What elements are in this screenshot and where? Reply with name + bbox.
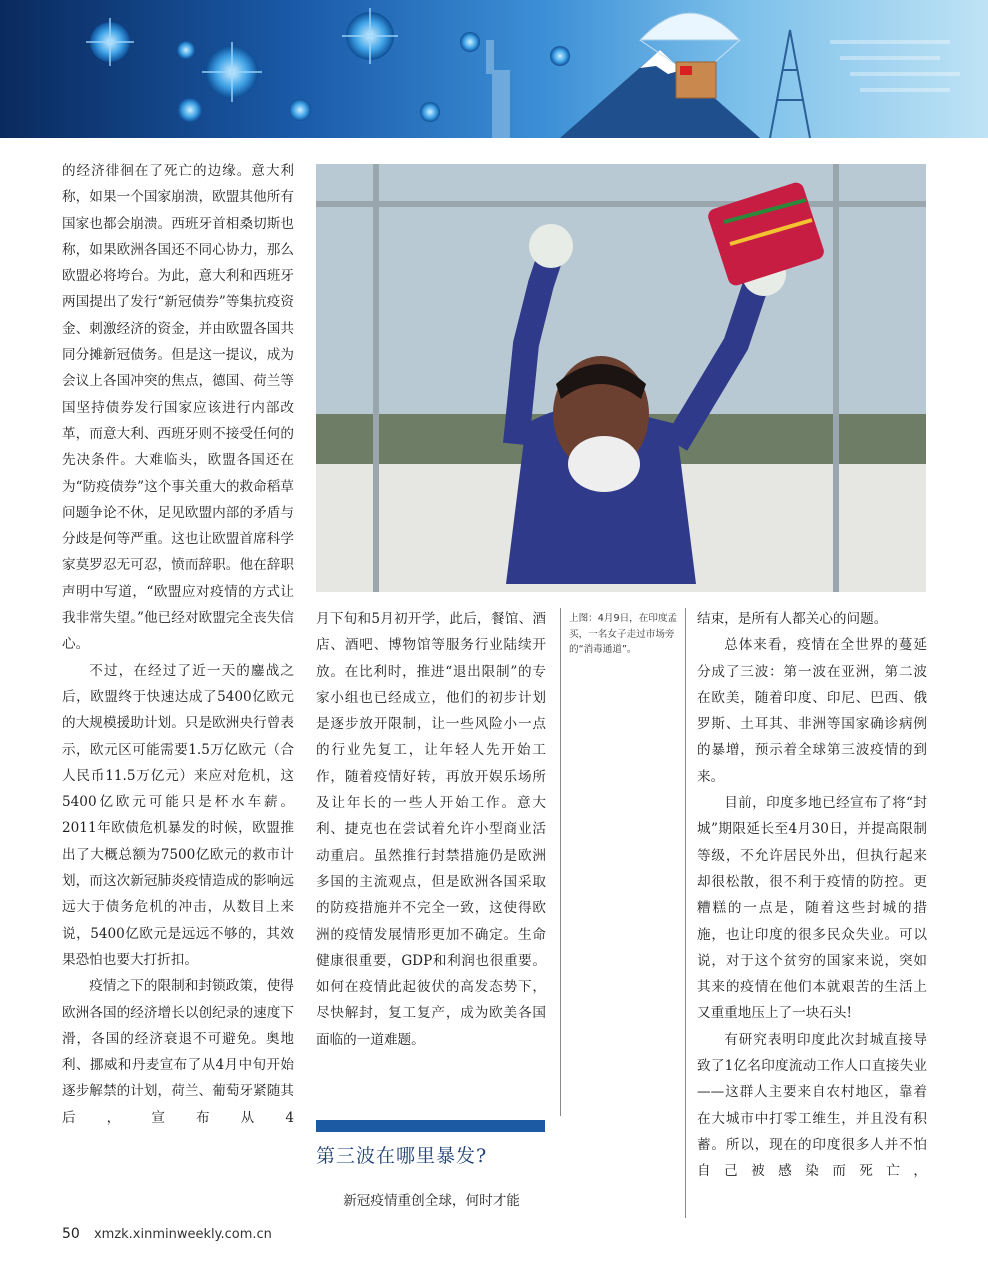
- paragraph: 的经济徘徊在了死亡的边缘。意大利称，如果一个国家崩溃，欧盟其他所有国家也都会崩溃。西班牙首相桑切斯也称，如果欧洲各国还不同心协力，那么欧盟必将垮台。为此，意大利和西班牙两国提出了发行“新冠债券”等集抗疫资金、刺激经济的资金，并由欧盟各国共同分摊新冠债务。但是这一提议，成为会议上各国冲突的焦点，德国、荷兰等国坚持债券发行国家应该进行内部改革，而意大利、西班牙则不接受任何的先决条件。大难临头，欧盟各国还在为“防疫债券”这个事关重大的救命稻草问题争论不休，足见欧盟内部的矛盾与分歧是何等严重。这也让欧盟首席科学家莫罗忍无可忍，愤而辞职。他在辞职声明中写道，“欧盟应对疫情的方式让我非常失望。”他已经对欧盟完全丧失信心。: [62, 163, 294, 653]
- section-lead-paragraph: 新冠疫情重创全球，何时才能: [343, 1193, 520, 1209]
- column-divider: [560, 608, 561, 1116]
- eiffel-tower-icon: [770, 30, 810, 138]
- section-heading: 第三波在哪里暴发?: [316, 1145, 488, 1167]
- paragraph: 有研究表明印度此次封城直接导致了1亿名印度流动工作人口直接失业——这群人主要来自农村地区，靠着在大城市中打零工维生，并且没有积蓄。所以，现在的印度很多人并不怕自己被感染而死亡，: [697, 1031, 927, 1180]
- article-column-1: [62, 158, 294, 1131]
- page-number: 50: [62, 1226, 80, 1242]
- paragraph: 目前，印度多地已经宣布了将“封城”期限延长至4月30日，并提高限制等级，不允许居民外出，但执行起来却很松散，很不利于疫情的防控。更糟糕的一点是，随着这些封城的措施，也让印度的很多民众失业。可以说，对于这个贫穷的国家来说，突如其来的疫情在他们本就艰苦的生活上又重重地压上了一块石头!: [697, 795, 927, 1022]
- banner-illustration: [0, 0, 988, 138]
- photo-caption: 上图：4月9日，在印度孟买，一名女子走过市场旁的“消毒通道”。: [569, 613, 678, 656]
- world-map-dots: [830, 40, 960, 92]
- page-footer: [62, 1226, 272, 1242]
- mountain-icon: [560, 50, 760, 138]
- site-url[interactable]: xmzk.xinminweekly.com.cn: [93, 1227, 272, 1242]
- article-photo: [316, 164, 926, 592]
- disinfection-tunnel-photo: [316, 164, 926, 592]
- article-column-2: [316, 606, 546, 1053]
- column-divider: [685, 608, 686, 1218]
- statue-of-liberty-icon: [486, 40, 510, 138]
- paragraph: 不过，在经过了近一天的鏖战之后，欧盟终于快速达成了5400亿欧元的大规模援助计划。只是欧洲央行曾表示，欧元区可能需要1.5万亿欧元（合人民币11.5万亿元）来应对危机，这5400亿欧元可能只是杯水车薪。2011年欧债危机暴发的时候，欧盟推出了大概总额为7500亿欧元的救市计划，而这次新冠肺炎疫情造成的影响远远大于债务危机的冲击，从数目上来说，5400亿欧元是远远不够的，其效果恐怕也要大打折扣。: [62, 662, 294, 968]
- paragraph: 月下旬和5月初开学，此后，餐馆、酒店、酒吧、博物馆等服务行业陆续开放。在比利时，推进“退出限制”的专家小组也已经成立，他们的初步计划是逐步放开限制，让一些风险小一点的行业先复工，让年轻人先开始工作，随着疫情好转，再放开娱乐场所及让年长的一些人开始工作。意大利、捷克也在尝试着允许小型商业活动重启。虽然推行封禁措施仍是欧洲多国的主流观点，但是欧洲各国采取的防疫措施并不完全一致，这使得欧洲的疫情发展情形更加不确定。生命健康很重要，GDP和利润也很重要。如何在疫情此起彼伏的高发态势下，尽快解封，复工复产，成为欧美各国面临的一道难题。: [316, 611, 546, 1048]
- paragraph: 结束，是所有人都关心的问题。: [697, 611, 888, 627]
- article-column-3: [697, 606, 927, 1185]
- section-heading-bar: [316, 1120, 545, 1132]
- paragraph: 总体来看，疫情在全世界的蔓延分成了三波：第一波在亚洲，第二波在欧美，随着印度、印尼、巴西、俄罗斯、土耳其、非洲等国家确诊病例的暴增，预示着全球第三波疫情的到来。: [697, 637, 927, 785]
- header-banner: [0, 0, 988, 138]
- paragraph: 疫情之下的限制和封锁政策，使得欧洲各国的经济增长以创纪录的速度下滑，各国的经济衰退不可避免。奥地利、挪威和丹麦宣布了从4月中旬开始逐步解禁的计划，荷兰、葡萄牙紧随其后，宣布从4: [62, 978, 294, 1126]
